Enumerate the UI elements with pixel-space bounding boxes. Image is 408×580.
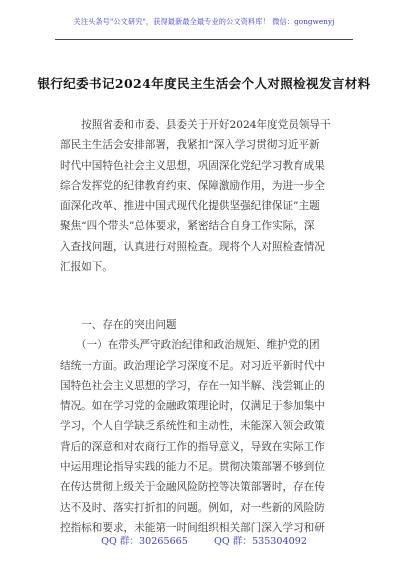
text-line: 按照省委和市委、县委关于开好2024年度党员领导干 <box>60 119 331 131</box>
header-divider <box>55 39 353 40</box>
text-line: 面深化改革、推进中国式现代化提供坚强纪律保证”主题 <box>60 200 320 213</box>
qq-group-2: QQ 群：535304092 <box>214 536 307 547</box>
text-line: （一）在带头严守政治纪律和政治规矩、维护党的团 <box>60 339 320 352</box>
text-line: 综合发挥党的纪律教育约束、保障激励作用，为进一步全 <box>60 179 325 192</box>
intro-paragraph <box>60 115 352 277</box>
text-line: 部民主生活会安排部署，我紧扣“深入学习贯彻习近平新 <box>60 139 320 152</box>
text-line: 汇报如下。 <box>60 261 113 274</box>
text-line: 控指标和要求，未能第一时间组织相关部门深入学习和研 <box>60 521 325 534</box>
promo-banner: 关注头条号"公文研究"，获得最新最全最专业的公文资料库！ 微信：gongwenyj <box>73 17 335 26</box>
text-line: 中运用理论指导实践的能力不足。贯彻决策部署不够到位 <box>60 461 325 474</box>
text-line: 在传达贯彻上级关于金融风险防控等决策部署时，存在传 <box>60 481 325 494</box>
footer-contact <box>0 533 408 547</box>
text-line: 聚焦“四个带头”总体要求，紧密结合自身工作实际，深 <box>60 220 315 233</box>
text-line: 入查找问题，认真进行对照检查。现将个人对照检查情况 <box>60 240 325 253</box>
section-heading: 一、存在的突出问题 <box>60 319 177 331</box>
text-line: 结统一方面。政治理论学习深度不足。对习近平新时代中 <box>60 359 325 372</box>
text-line: 学习，个人自学缺乏系统性和主动性，未能深入领会政策 <box>60 420 325 433</box>
text-line: 背后的深意和对农商行工作的指导意义，导致在实际工作 <box>60 440 325 453</box>
qq-group-1: QQ 群：30265665 <box>101 536 188 547</box>
document-title: 银行纪委书记2024年度民主生活会个人对照检视发言材料 <box>37 76 371 91</box>
text-line: 时代中国特色社会主义思想，巩固深化党纪学习教育成果 <box>60 159 325 172</box>
text-line: 国特色社会主义思想的学习，存在一知半解、浅尝辄止的 <box>60 379 325 392</box>
text-line: 达不及时、落实打折扣的问题。例如，对一些新的风险防 <box>60 501 325 514</box>
text-line: 情况。如在学习党的金融政策理论时，仅满足于参加集中 <box>60 400 325 413</box>
section-one <box>60 315 352 538</box>
